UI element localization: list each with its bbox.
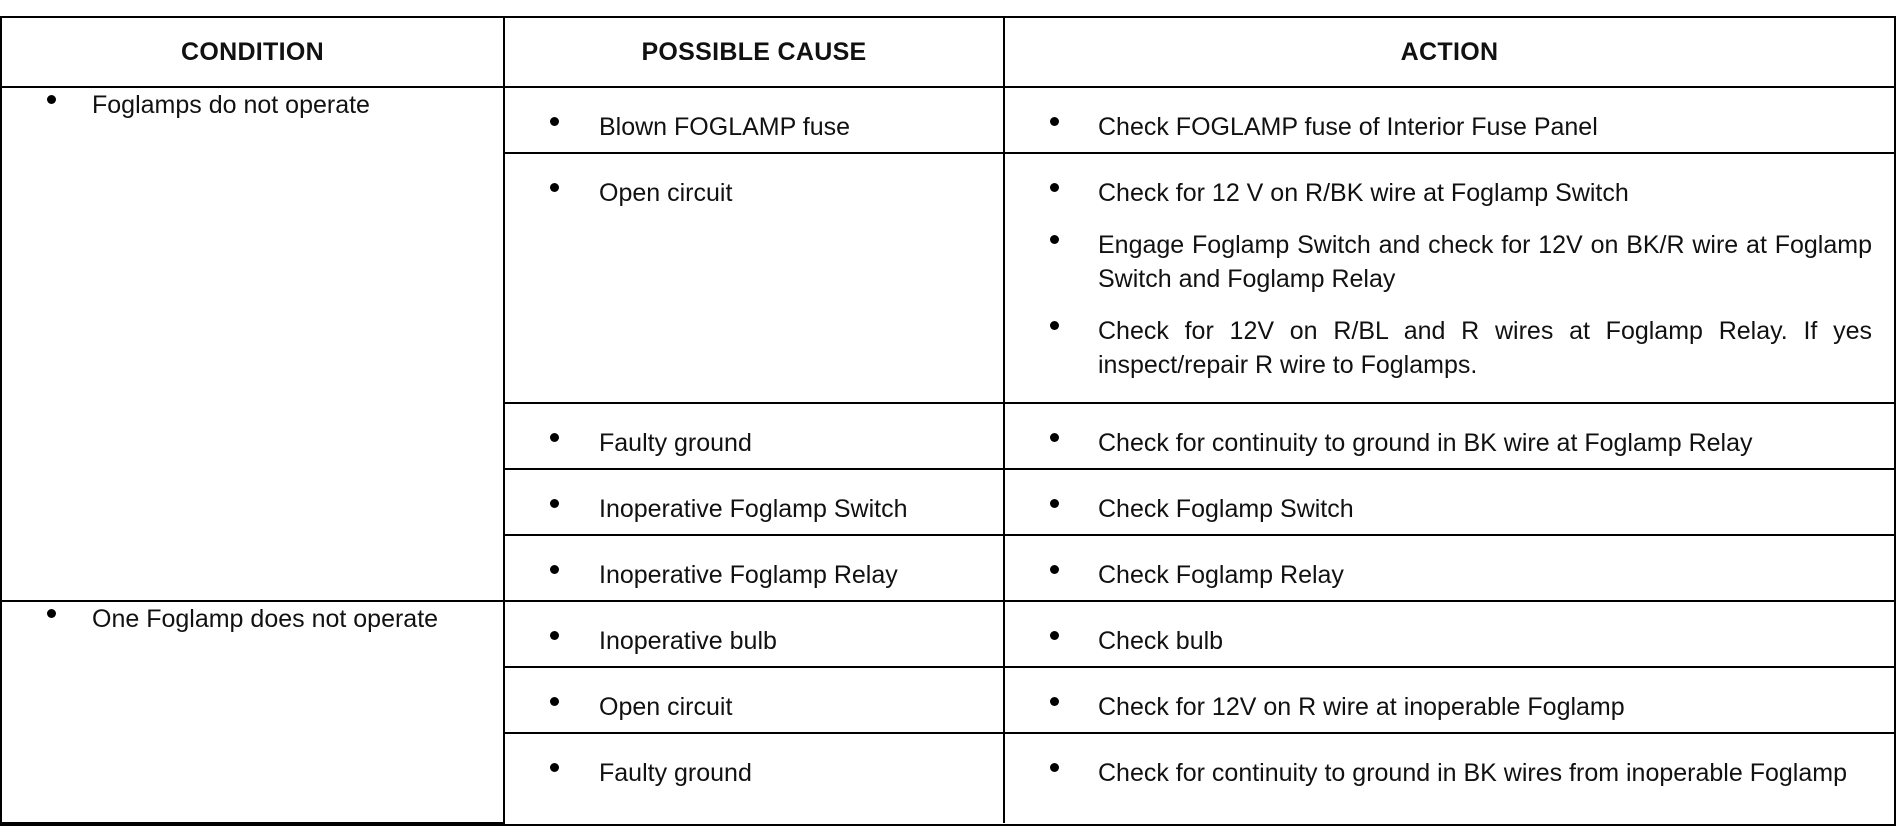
action-cell	[1004, 667, 1894, 733]
cause-text: Inoperative Foglamp Relay	[599, 561, 898, 589]
cause-text: Open circuit	[599, 179, 733, 207]
cause-cell	[504, 153, 1004, 403]
cause-item	[505, 88, 1003, 150]
action-item	[1005, 154, 1894, 216]
bullet-icon	[550, 697, 559, 706]
bullet-icon	[550, 183, 559, 192]
cause-item	[505, 404, 1003, 466]
cause-item	[505, 154, 1003, 216]
action-item	[1005, 734, 1894, 796]
action-text: Check for continuity to ground in BK wires from inoperable Foglamp	[1098, 759, 1847, 787]
cause-text: Inoperative Foglamp Switch	[599, 495, 908, 523]
action-cell	[1004, 403, 1894, 469]
cause-item	[505, 602, 1003, 664]
condition-item	[2, 602, 503, 642]
action-cell	[1004, 601, 1894, 667]
action-item	[1005, 216, 1894, 302]
action-item	[1005, 88, 1894, 150]
bullet-icon	[550, 433, 559, 442]
bullet-icon	[1050, 235, 1059, 244]
cause-item	[505, 734, 1003, 796]
cause-cell	[504, 403, 1004, 469]
condition-text: Foglamps do not operate	[92, 91, 370, 119]
action-cell	[1004, 535, 1894, 601]
condition-text: One Foglamp does not operate	[92, 605, 439, 633]
table-row	[2, 601, 1894, 667]
condition-item	[2, 88, 503, 128]
cause-cell	[504, 667, 1004, 733]
action-text: Check for 12 V on R/BK wire at Foglamp Switch	[1098, 179, 1629, 207]
bullet-icon	[1050, 499, 1059, 508]
cause-cell	[504, 733, 1004, 823]
cause-text: Faulty ground	[599, 759, 752, 787]
bullet-icon	[1050, 183, 1059, 192]
action-text: Check FOGLAMP fuse of Interior Fuse Panel	[1098, 113, 1598, 141]
bullet-icon	[550, 565, 559, 574]
cause-cell	[504, 601, 1004, 667]
action-text: Check for continuity to ground in BK wire at Foglamp Relay	[1098, 429, 1753, 457]
header-row	[2, 18, 1894, 87]
action-item	[1005, 602, 1894, 664]
cause-text: Inoperative bulb	[599, 627, 777, 655]
action-item	[1005, 302, 1894, 388]
cause-cell	[504, 87, 1004, 153]
action-header: ACTION	[1004, 18, 1894, 87]
action-item	[1005, 404, 1894, 466]
action-cell	[1004, 153, 1894, 403]
bullet-icon	[550, 117, 559, 126]
cause-text: Faulty ground	[599, 429, 752, 457]
cause-cell	[504, 469, 1004, 535]
cause-text: Open circuit	[599, 693, 733, 721]
action-text: Check bulb	[1098, 627, 1224, 655]
action-text: Engage Foglamp Switch and check for 12V on BK/R wire at Foglamp Switch and Foglamp Relay	[1098, 231, 1872, 293]
bullet-icon	[1050, 631, 1059, 640]
bullet-icon	[47, 609, 56, 618]
bullet-icon	[1050, 697, 1059, 706]
cause-header: POSSIBLE CAUSE	[504, 18, 1004, 87]
condition-header: CONDITION	[2, 18, 504, 87]
bullet-icon	[1050, 565, 1059, 574]
action-cell	[1004, 469, 1894, 535]
bullet-icon	[1050, 433, 1059, 442]
cause-item	[505, 470, 1003, 532]
bullet-icon	[550, 763, 559, 772]
action-text: Check Foglamp Relay	[1098, 561, 1344, 589]
bullet-icon	[1050, 117, 1059, 126]
condition-cell	[2, 601, 504, 823]
action-text: Check for 12V on R wire at inoperable Foglamp	[1098, 693, 1625, 721]
action-item	[1005, 536, 1894, 598]
cause-text: Blown FOGLAMP fuse	[599, 113, 851, 141]
action-text: Check Foglamp Switch	[1098, 495, 1354, 523]
action-cell	[1004, 733, 1894, 823]
action-cell	[1004, 87, 1894, 153]
action-item	[1005, 470, 1894, 532]
bullet-icon	[550, 631, 559, 640]
action-item	[1005, 668, 1894, 730]
cause-item	[505, 668, 1003, 730]
diagnosis-table	[2, 18, 1894, 824]
bullet-icon	[1050, 763, 1059, 772]
bullet-icon	[1050, 321, 1059, 330]
bullet-icon	[550, 499, 559, 508]
table-row	[2, 87, 1894, 153]
cause-item	[505, 536, 1003, 598]
action-text: Check for 12V on R/BL and R wires at Foglamp Relay. If yes inspect/repair R wire to Foglamps.	[1098, 317, 1872, 379]
cause-cell	[504, 535, 1004, 601]
diagnosis-table-frame	[0, 16, 1896, 826]
bullet-icon	[47, 95, 56, 104]
condition-cell	[2, 87, 504, 601]
